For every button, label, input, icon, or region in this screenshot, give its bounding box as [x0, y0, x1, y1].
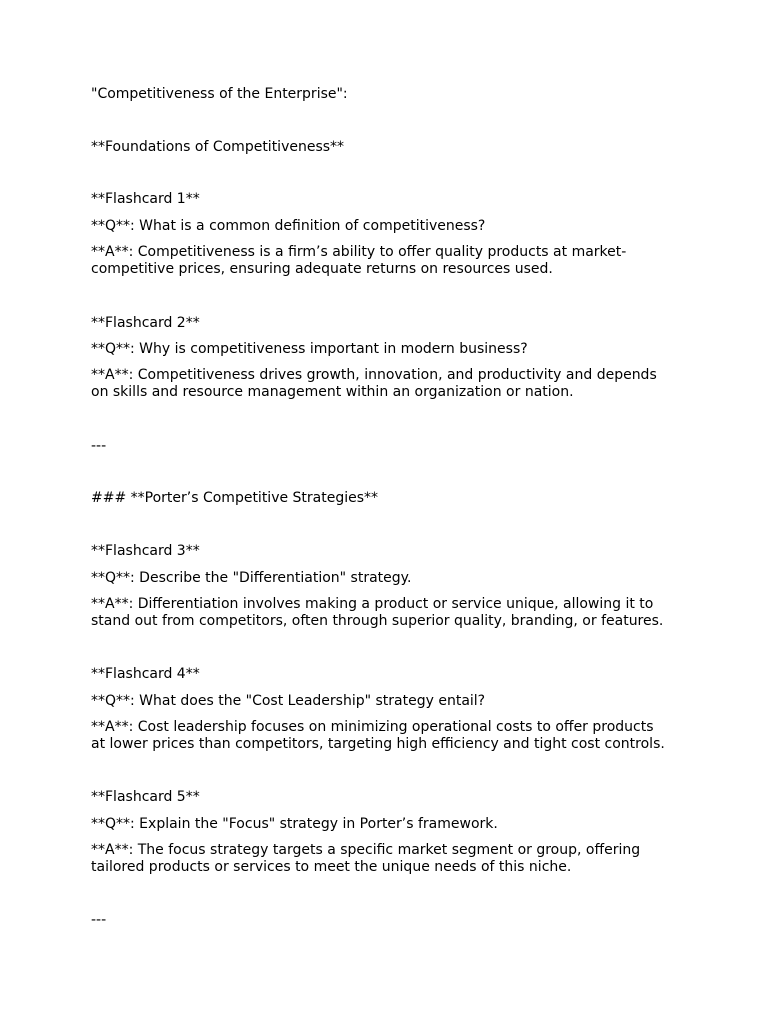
flashcard-2-answer-line-2: on skills and resource management within an organization or nation. — [91, 384, 574, 400]
flashcard-5-question: **Q**: Explain the "Focus" strategy in Porter’s framework. — [91, 816, 498, 832]
flashcard-4-answer-line-2: at lower prices than competitors, targeting high efficiency and tight cost controls. — [91, 736, 665, 752]
document-title: "Competitiveness of the Enterprise": — [91, 86, 348, 102]
section-heading-porter: ### **Porter’s Competitive Strategies** — [91, 490, 379, 506]
flashcard-2-question: **Q**: Why is competitiveness important in modern business? — [91, 341, 528, 357]
flashcard-1-label: **Flashcard 1** — [91, 191, 200, 207]
flashcard-3-answer-line-1: **A**: Differentiation involves making a product or service unique, allowing it to — [91, 596, 654, 612]
flashcard-5-label: **Flashcard 5** — [91, 789, 200, 805]
flashcard-1-answer-line-1: **A**: Competitiveness is a firm’s ability to offer quality products at market- — [91, 244, 627, 260]
flashcard-3-question: **Q**: Describe the "Differentiation" strategy. — [91, 570, 412, 586]
flashcard-3-answer-line-2: stand out from competitors, often through superior quality, branding, or features. — [91, 613, 664, 629]
flashcard-4-label: **Flashcard 4** — [91, 666, 200, 682]
flashcard-2-answer-line-1: **A**: Competitiveness drives growth, innovation, and productivity and depends — [91, 367, 657, 383]
separator-1: --- — [91, 438, 107, 454]
flashcard-5-answer-line-1: **A**: The focus strategy targets a specific market segment or group, offering — [91, 842, 641, 858]
flashcard-1-question: **Q**: What is a common definition of competitiveness? — [91, 218, 486, 234]
flashcard-4-question: **Q**: What does the "Cost Leadership" strategy entail? — [91, 693, 486, 709]
separator-2: --- — [91, 912, 107, 928]
flashcard-2-label: **Flashcard 2** — [91, 315, 200, 331]
flashcard-4-answer-line-1: **A**: Cost leadership focuses on minimizing operational costs to offer products — [91, 719, 654, 735]
flashcard-5-answer-line-2: tailored products or services to meet the unique needs of this niche. — [91, 859, 572, 875]
section-heading-foundations: **Foundations of Competitiveness** — [91, 139, 345, 155]
flashcard-1-answer-line-2: competitive prices, ensuring adequate returns on resources used. — [91, 261, 553, 277]
flashcard-3-label: **Flashcard 3** — [91, 543, 200, 559]
